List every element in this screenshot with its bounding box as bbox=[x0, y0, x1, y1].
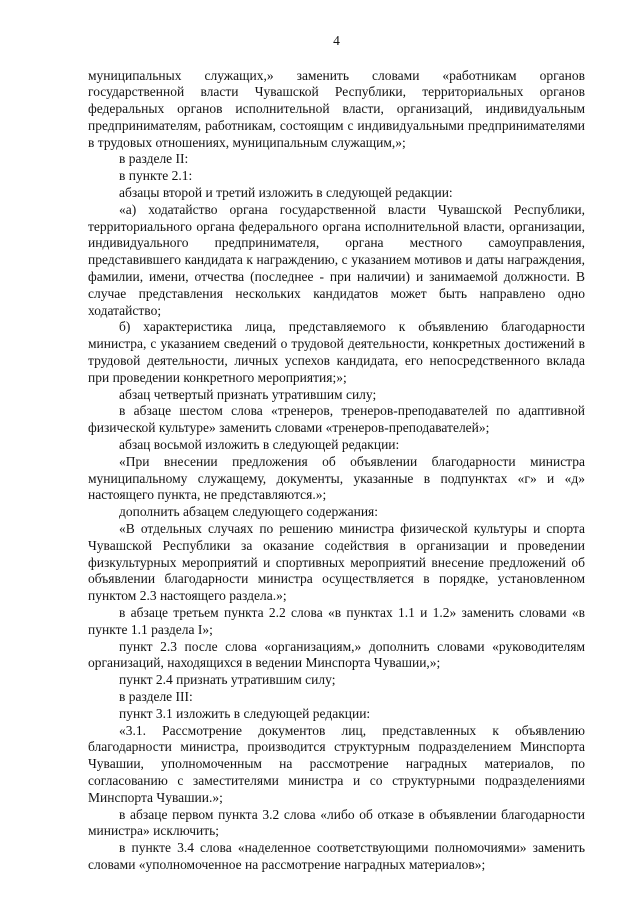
paragraph-point-2-3: пункт 2.3 после слова «организациям,» дополнить словами «руководителям организаций, находящихся в ведении Минспорта Чувашии,»; bbox=[88, 638, 585, 671]
paragraph-point-3-1-text: «3.1. Рассмотрение документов лиц, представленных к объявлению благодарности министра, производится структурным подразделением Минспорта Чувашии, уполномоченным на рассмотрение наградных материалов, по согласованию с заместителями министра и со структурными подразделениями Минспорта Чувашии.»; bbox=[88, 722, 585, 805]
paragraph-abzac-8: абзац восьмой изложить в следующей редакции: bbox=[119, 437, 400, 453]
paragraph-section-iii: в разделе III: bbox=[119, 688, 193, 704]
paragraph-municipal: «При внесении предложения об объявлении благодарности министра муниципальному служащему, документы, указанные в подпунктах «г» и «д» настоящего пункта, не представляются.»; bbox=[88, 453, 585, 503]
document-body bbox=[88, 68, 585, 874]
paragraph-point-2-1: в пункте 2.1: bbox=[119, 168, 193, 184]
paragraph-add-abzac: дополнить абзацем следующего содержания: bbox=[119, 504, 379, 520]
page-number: 4 bbox=[333, 33, 340, 48]
paragraph-item-a: «а) ходатайство органа государственной власти Чувашской Республики, территориального органа федерального органа исполнительной власти, организации, индивидуального предпринимателя, органа местного самоуправления, представившего кандидата к награждению, с указанием мотивов и даты награждения, фамилии, имени, отчества (последнее - при наличии) и занимаемой должности. В случае представления нескольких кандидатов может быть направлено одно ходатайство; bbox=[88, 201, 585, 318]
paragraph-amend-2-3: абзацы второй и третий изложить в следующей редакции: bbox=[119, 185, 453, 201]
paragraph-point-3-1: пункт 3.1 изложить в следующей редакции: bbox=[119, 705, 371, 721]
paragraph-special-cases: «В отдельных случаях по решению министра физической культуры и спорта Чувашской Республики за оказание содействия в организации и проведении физкультурных мероприятий и спортивных мероприятий внесение предложений об объявлении благодарности министра осуществляется в порядке, установленном пунктом 2.3 настоящего раздела.»; bbox=[88, 521, 585, 604]
paragraph-abzac-4: абзац четвертый признать утратившим силу; bbox=[119, 386, 377, 402]
paragraph-abzac-6: в абзаце шестом слова «тренеров, тренеров-преподавателей по адаптивной физической культуре» заменить словами «тренеров-преподавателей»; bbox=[88, 403, 585, 436]
paragraph-point-2-4: пункт 2.4 признать утратившим силу; bbox=[119, 672, 336, 688]
paragraph-point-2-2: в абзаце третьем пункта 2.2 слова «в пунктах 1.1 и 1.2» заменить словами «в пункте 1.1 раздела I»; bbox=[88, 605, 585, 637]
paragraph-point-3-4: в пункте 3.4 слова «наделенное соответствующими полномочиями» заменить словами «уполномоченное на рассмотрение наградных материалов»; bbox=[88, 840, 585, 872]
paragraph-point-3-2: в абзаце первом пункта 3.2 слова «либо об отказе в объявлении благодарности министра» исключить; bbox=[88, 806, 585, 839]
paragraph-section-ii: в разделе II: bbox=[119, 151, 189, 167]
paragraph-item-b: б) характеристика лица, представляемого к объявлению благодарности министра, с указанием сведений о трудовой деятельности, конкретных достижений в трудовой деятельности, личных успехов кандидата, его непосредственного вклада при проведении конкретного мероприятия;»; bbox=[88, 319, 585, 385]
paragraph-continuation: муниципальных служащих,» заменить словами «работникам органов государственной власти Чувашской Республики, территориальных органов федеральных органов исполнительной власти, организаций, индивидуальным предпринимателям, работникам, состоящим с индивидуальными предпринимателями в трудовых отношениях, муниципальным служащим,»; bbox=[88, 67, 585, 150]
